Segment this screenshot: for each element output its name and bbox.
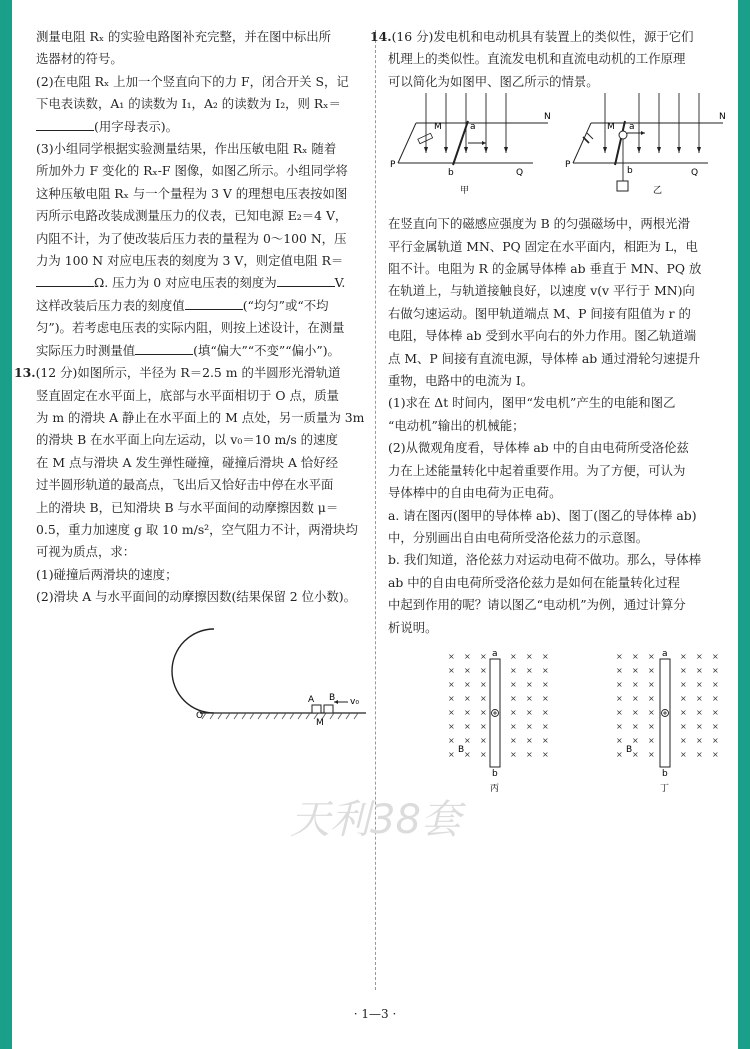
block-A — [312, 705, 321, 713]
left-column — [14, 26, 366, 728]
answer-blank — [36, 116, 94, 131]
q13-line-5: 在 M 点与滑块 A 发生弹性碰撞，碰撞后滑块 A 恰好经 — [36, 454, 339, 470]
q14-body-line-15: 中，分别画出自由电荷所受洛伦兹力的示意图。 — [388, 529, 649, 545]
answer-blank — [36, 272, 94, 287]
field-cross: × — [448, 651, 455, 661]
block-B — [324, 705, 333, 713]
watermark-logo — [290, 775, 470, 855]
q12-3-line-2: 所加外力 F 变化的 Rₓ-F 图像，如图乙所示。小组同学将 — [36, 163, 348, 179]
field-cross: × — [632, 707, 639, 717]
answer-blank — [135, 340, 193, 355]
field-cross: × — [696, 693, 703, 703]
field-cross: × — [480, 707, 487, 717]
page-footer: · 1—3 · — [353, 1007, 397, 1021]
q14-body-line-12: 力在上述能量转化中起着重要作用。为了方便，可认为 — [388, 462, 686, 478]
svg-text:M: M — [607, 122, 615, 133]
field-cross: × — [510, 665, 517, 675]
answer-blank — [277, 272, 335, 287]
field-cross: × — [680, 735, 687, 745]
field-cross: × — [632, 749, 639, 759]
field-cross: × — [448, 693, 455, 703]
q14-body-line-13: 导体棒中的自由电荷为正电荷。 — [388, 485, 562, 501]
field-cross: × — [712, 721, 719, 731]
field-cross: × — [480, 651, 487, 661]
q13-line-10: (1)碰撞后两滑块的速度； — [36, 566, 178, 582]
field-cross: × — [526, 665, 533, 675]
field-cross: × — [480, 721, 487, 731]
answer-blank — [185, 295, 243, 310]
field-cross: × — [542, 735, 549, 745]
q14-body-line-5: 右做匀速运动。图甲轨道端点 M、P 间接有阻值为 r 的 — [388, 305, 691, 321]
field-cross: × — [680, 721, 687, 731]
field-cross: × — [712, 679, 719, 689]
field-crosses — [448, 652, 719, 759]
q13-line-1: 13.(12 分)如图所示，半径为 R＝2.5 m 的半圆形光滑轨道 — [14, 365, 341, 381]
q14-intro-line-1: 14.(16 分)发电机和电动机具有装置上的类似性，源于它们 — [370, 29, 694, 44]
field-cross: × — [510, 707, 517, 717]
field-cross: × — [448, 679, 455, 689]
field-cross: × — [648, 665, 655, 675]
field-cross: × — [712, 707, 719, 717]
q13-line-8: 0.5，重力加速度 g 取 10 m/s²，空气阻力不计，两滑块均 — [36, 521, 358, 537]
field-cross: × — [542, 707, 549, 717]
generator-motor-figures — [388, 93, 726, 213]
q13-line-4: 的滑块 B 在水平面上向左运动，以 v₀＝10 m/s 的速度 — [36, 432, 338, 448]
q14-body-line-6: 电阻，导体棒 ab 受到水平向右的外力作用。图乙轨道端 — [388, 328, 697, 344]
field-cross: × — [680, 749, 687, 759]
intro-line-2: 选器材的符号。 — [36, 51, 123, 67]
q12-3-line-5: 内阻不计，为了使改装后压力表的量程为 0～100 N，压 — [36, 230, 347, 246]
field-cross: × — [648, 693, 655, 703]
figure-yi — [565, 93, 726, 196]
svg-text:b: b — [627, 166, 633, 177]
field-cross: × — [464, 749, 471, 759]
field-cross: × — [510, 693, 517, 703]
field-cross: × — [632, 721, 639, 731]
field-cross: × — [696, 679, 703, 689]
q14-body-line-8: 重物，电路中的电流为 I。 — [388, 373, 534, 389]
svg-text:N: N — [719, 112, 726, 123]
svg-text:M: M — [434, 122, 442, 133]
intro-line-1: 测量电阻 Rₓ 的实验电路图补充完整，并在图中标出所 — [36, 29, 332, 44]
q13-line-6: 过半圆形轨道的最高点，飞出后又恰好击中停在水平面 — [36, 477, 334, 493]
field-cross: × — [680, 693, 687, 703]
field-cross: × — [526, 707, 533, 717]
q12-3-line-7: Ω. 压力为 0 对应电压表的刻度为 V. — [36, 272, 366, 294]
field-cross: × — [616, 721, 623, 731]
field-cross: × — [632, 735, 639, 745]
q12-2-line-3: (用字母表示)。 — [36, 116, 366, 138]
left-frame-bar — [0, 0, 12, 1049]
q14-body-line-16: b. 我们知道，洛伦兹力对运动电荷不做功。那么，导体棒 — [388, 552, 702, 568]
field-cross: × — [526, 749, 533, 759]
q13-line-3: 为 m 的滑块 A 静止在水平面上的 M 点处，另一质量为 3m — [36, 409, 365, 425]
q12-3-line-1: (3)小组同学根据实验测量结果，作出压敏电阻 Rₓ 随着 — [36, 141, 337, 157]
field-cross: × — [712, 651, 719, 661]
svg-text:P: P — [390, 160, 396, 171]
field-cross: × — [648, 679, 655, 689]
field-cross: × — [632, 693, 639, 703]
q14-intro-line-2: 机理上的类似性。直流发电机和直流电动机的工作原理 — [388, 51, 686, 67]
field-cross: × — [448, 665, 455, 675]
label-v0: v₀ — [350, 696, 359, 707]
field-cross: × — [510, 679, 517, 689]
field-cross: × — [648, 721, 655, 731]
q12-3-line-8: 这样改装后压力表的刻度值 (“均匀”或“不均 — [36, 295, 366, 317]
field-cross: × — [712, 665, 719, 675]
svg-text:b: b — [492, 768, 498, 779]
q14-body-line-3: 阻不计。电阻为 R 的金属导体棒 ab 垂直于 MN、PQ 放 — [388, 261, 702, 277]
field-cross: × — [648, 749, 655, 759]
caption-yi: 乙 — [653, 186, 663, 197]
svg-text:b: b — [662, 768, 668, 779]
field-cross: × — [542, 749, 549, 759]
q12-3-line-6: 力为 100 N 对应电压表的刻度为 3 V，则定值电阻 R＝ — [36, 253, 344, 269]
field-cross: × — [542, 679, 549, 689]
q12-3-line-9: 匀”)。若考虑电压表的实际内阻，则按上述设计，在测量 — [36, 320, 345, 336]
field-cross: × — [616, 749, 623, 759]
svg-text:B: B — [626, 744, 633, 755]
field-cross: × — [510, 735, 517, 745]
field-cross: × — [648, 735, 655, 745]
q14-body-line-9: (1)求在 Δt 时间内，图甲“发电机”产生的电能和图乙 — [388, 395, 676, 411]
svg-text:a: a — [662, 648, 668, 659]
label-M: M — [316, 717, 324, 728]
field-cross: × — [510, 651, 517, 661]
field-cross: × — [680, 651, 687, 661]
svg-text:P: P — [565, 160, 571, 171]
q14-body-line-1: 在竖直向下的磁感应强度为 B 的匀强磁场中，两根光滑 — [388, 216, 690, 232]
svg-text:B: B — [458, 744, 465, 755]
q14-body-line-2: 平行金属轨道 MN、PQ 固定在水平面内，相距为 L，电 — [388, 238, 698, 254]
field-cross: × — [526, 735, 533, 745]
q13-line-9: 可视为质点，求： — [36, 544, 136, 560]
field-cross: × — [480, 749, 487, 759]
q13-line-7: 上的滑块 B，已知滑块 B 与水平面间的动摩擦因数 μ＝ — [36, 499, 339, 515]
field-cross: × — [616, 735, 623, 745]
field-cross: × — [632, 651, 639, 661]
q14-body-line-19: 析说明。 — [388, 619, 438, 635]
field-cross: × — [480, 665, 487, 675]
q14-body-line-14: a. 请在图丙(图甲的导体棒 ab)、图丁(图乙的导体棒 ab) — [388, 507, 697, 523]
field-cross: × — [510, 749, 517, 759]
svg-text:a: a — [492, 648, 498, 659]
q12-3-line-3: 这种压敏电阻 Rₓ 与一个量程为 3 V 的理想电压表按如图 — [36, 185, 348, 201]
field-cross: × — [464, 651, 471, 661]
figure-jia — [390, 93, 551, 196]
label-O: O — [196, 710, 204, 721]
caption-bing: 丙 — [490, 783, 500, 794]
field-cross: × — [648, 707, 655, 717]
field-cross: × — [526, 651, 533, 661]
caption-ding: 丁 — [660, 783, 670, 794]
field-cross: × — [526, 679, 533, 689]
field-cross: × — [464, 707, 471, 717]
field-cross: × — [526, 693, 533, 703]
field-cross: × — [648, 651, 655, 661]
field-cross: × — [464, 735, 471, 745]
field-cross: × — [680, 707, 687, 717]
field-cross: × — [696, 749, 703, 759]
q12-3-line-4: 丙所示电路改装成测量压力的仪表，已知电源 E₂＝4 V， — [36, 208, 348, 224]
field-cross: × — [696, 735, 703, 745]
field-cross: × — [696, 665, 703, 675]
q12-2-line-2: 下电表读数，A₁ 的读数为 I₁，A₂ 的读数为 I₂，则 Rₓ＝ — [36, 96, 341, 112]
label-A: A — [308, 694, 315, 705]
field-cross: × — [448, 749, 455, 759]
field-cross: × — [448, 707, 455, 717]
q12-3-line-10: 实际压力时测量值 (填“偏大”“不变”“偏小”)。 — [36, 340, 366, 362]
right-column — [370, 26, 726, 805]
field-cross: × — [696, 721, 703, 731]
field-cross: × — [616, 651, 623, 661]
field-cross: × — [526, 721, 533, 731]
field-cross: × — [448, 721, 455, 731]
semicircle-track-figure — [36, 609, 366, 728]
field-cross: × — [542, 651, 549, 661]
field-cross: × — [510, 721, 517, 731]
q14-body-line-17: ab 中的自由电荷所受洛伦兹力是如何在能量转化过程 — [388, 574, 680, 590]
field-cross: × — [464, 693, 471, 703]
q14-intro-line-3: 可以简化为如图甲、图乙所示的情景。 — [388, 73, 599, 89]
q12-2-line-1: (2)在电阻 Rₓ 上加一个竖直向下的力 F，闭合开关 S，记 — [36, 73, 349, 89]
field-cross: × — [712, 749, 719, 759]
field-cross: × — [632, 679, 639, 689]
field-cross: × — [696, 707, 703, 717]
field-cross: × — [542, 721, 549, 731]
field-cross: × — [480, 679, 487, 689]
caption-jia: 甲 — [460, 186, 470, 197]
svg-text:Q: Q — [691, 168, 699, 179]
field-cross: × — [480, 735, 487, 745]
field-cross: × — [680, 665, 687, 675]
field-cross: × — [712, 693, 719, 703]
field-cross: × — [542, 665, 549, 675]
svg-text:b: b — [448, 168, 454, 179]
q14-body-line-10: “电动机”输出的机械能； — [388, 417, 525, 433]
right-frame-bar — [738, 0, 750, 1049]
q14-body-line-11: (2)从微观角度看，导体棒 ab 中的自由电荷所受洛伦兹 — [388, 440, 689, 456]
field-cross: × — [464, 679, 471, 689]
field-cross: × — [480, 693, 487, 703]
svg-text:天利38套: 天利38套 — [290, 797, 461, 843]
svg-text:a: a — [629, 122, 635, 133]
q14-body-line-7: 点 M、P 间接有直流电源，导体棒 ab 通过滑轮匀速提升 — [388, 350, 701, 366]
field-cross: × — [542, 693, 549, 703]
svg-text:a: a — [470, 122, 476, 133]
svg-text:Q: Q — [516, 168, 524, 179]
q13-line-2: 竖直固定在水平面上，底部与水平面相切于 O 点，质量 — [36, 387, 340, 403]
field-cross: × — [616, 707, 623, 717]
field-cross: × — [616, 693, 623, 703]
q14-body-line-4: 在轨道上，与轨道接触良好，以速度 v(v 平行于 MN)向 — [388, 283, 695, 299]
svg-text:N: N — [544, 112, 551, 123]
field-cross: × — [616, 679, 623, 689]
field-cross: × — [464, 665, 471, 675]
q14-body-line-18: 中起到作用的呢？请以图乙“电动机”为例，通过计算分 — [388, 597, 686, 613]
field-cross: × — [464, 721, 471, 731]
label-B: B — [329, 692, 336, 703]
field-cross: × — [680, 679, 687, 689]
field-cross: × — [632, 665, 639, 675]
field-cross: × — [448, 735, 455, 745]
field-cross: × — [696, 651, 703, 661]
field-cross: × — [616, 665, 623, 675]
q13-line-11: (2)滑块 A 与水平面间的动摩擦因数(结果保留 2 位小数)。 — [36, 589, 357, 605]
field-cross: × — [712, 735, 719, 745]
